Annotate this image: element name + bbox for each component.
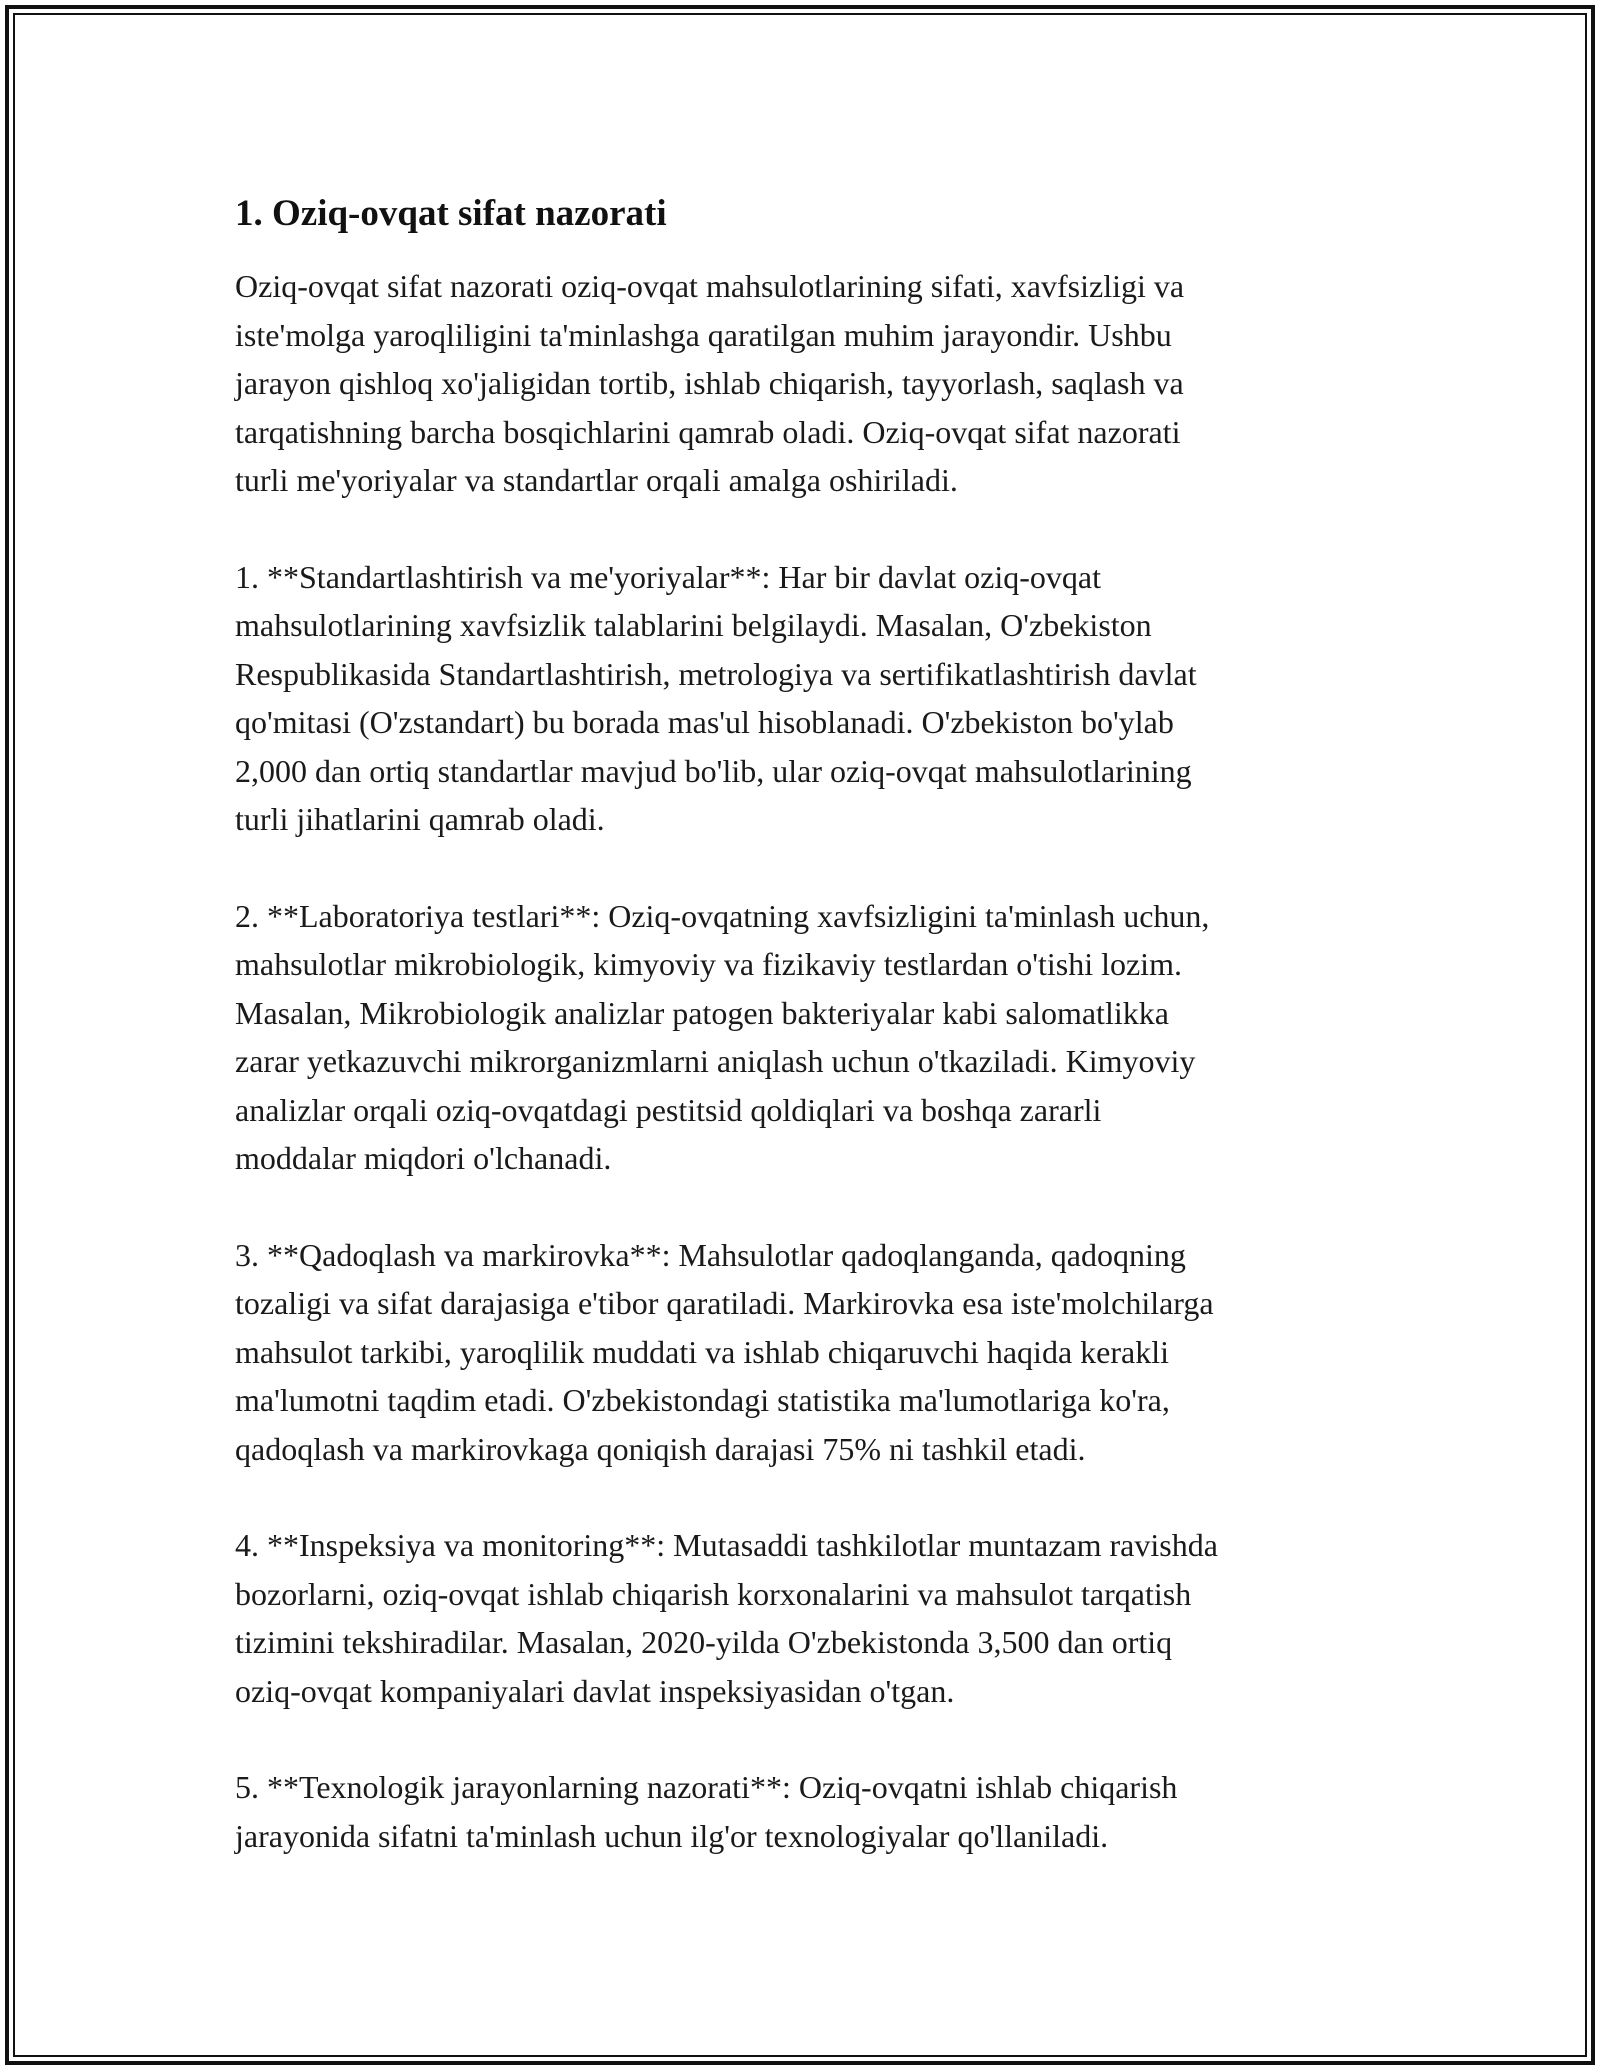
paragraph-inspection-monitoring: 4. **Inspeksiya va monitoring**: Mutasaddi tashkilotlar muntazam ravishda bozorlarni, oziq-ovqat ishlab chiqarish korxonalarini va mahsulot tarqatish tizimini tekshiradilar. Masalan, 2020-yilda O'zbekistonda 3,500 dan ortiq oziq-ovqat kompaniyalari davlat inspeksiyasidan o'tgan. xyxy=(235,1527,1218,1709)
paragraph-standardization: 1. **Standartlashtirish va me'yoriyalar**: Har bir davlat oziq-ovqat mahsulotlarining xavfsizlik talablarini belgilaydi. Masalan, O'zbekiston Respublikasida Standartlashtirish, metrologiya va sertifikatlashtirish davlat qo'mitasi (O'zstandart) bu borada mas'ul hisoblanadi. O'zbekiston bo'ylab 2,000 dan ortiq standartlar mavjud bo'lib, ular oziq-ovqat mahsulotlarining turli jihatlarini qamrab oladi. xyxy=(235,558,1197,837)
paragraph-technological-control: 5. **Texnologik jarayonlarning nazorati**: Oziq-ovqatni ishlab chiqarish jarayonida sifatni ta'minlash uchun ilg'or texnologiyalar qo'llaniladi. xyxy=(235,1769,1178,1854)
section-heading: 1. Oziq-ovqat sifat nazorati xyxy=(235,193,667,234)
document-body xyxy=(235,186,1385,1908)
paragraph-laboratory-tests: 2. **Laboratoriya testlari**: Oziq-ovqatning xavfsizligini ta'minlash uchun, mahsulotlar mikrobiologik, kimyoviy va fizikaviy testlardan o'tishi lozim. Masalan, Mikrobiologik analizlar patogen bakteriyalar kabi salomatlikka zarar yetkazuvchi mikrorganizmlarni aniqlash uchun o'tkaziladi. Kimyoviy analizlar orqali oziq-ovqatdagi pestitsid qoldiqlari va boshqa zararli moddalar miqdori o'lchanadi. xyxy=(235,897,1210,1176)
paragraph-packaging-labeling: 3. **Qadoqlash va markirovka**: Mahsulotlar qadoqlanganda, qadoqning tozaligi va sifat darajasiga e'tibor qaratiladi. Markirovka esa iste'molchilarga mahsulot tarkibi, yaroqlilik muddati va ishlab chiqaruvchi haqida kerakli ma'lumotni taqdim etadi. O'zbekistondagi statistika ma'lumotlariga ko'ra, qadoqlash va markirovkaga qoniqish darajasi 75% ni tashkil etadi. xyxy=(235,1236,1214,1467)
intro-paragraph: Oziq-ovqat sifat nazorati oziq-ovqat mahsulotlarining sifati, xavfsizligi va iste'molga yaroqliligini ta'minlashga qaratilgan muhim jarayondir. Ushbu jarayon qishloq xo'jaligidan tortib, ishlab chiqarish, tayyorlash, saqlash va tarqatishning barcha bosqichlarini qamrab oladi. Oziq-ovqat sifat nazorati turli me'yoriyalar va standartlar orqali amalga oshiriladi. xyxy=(235,268,1185,498)
